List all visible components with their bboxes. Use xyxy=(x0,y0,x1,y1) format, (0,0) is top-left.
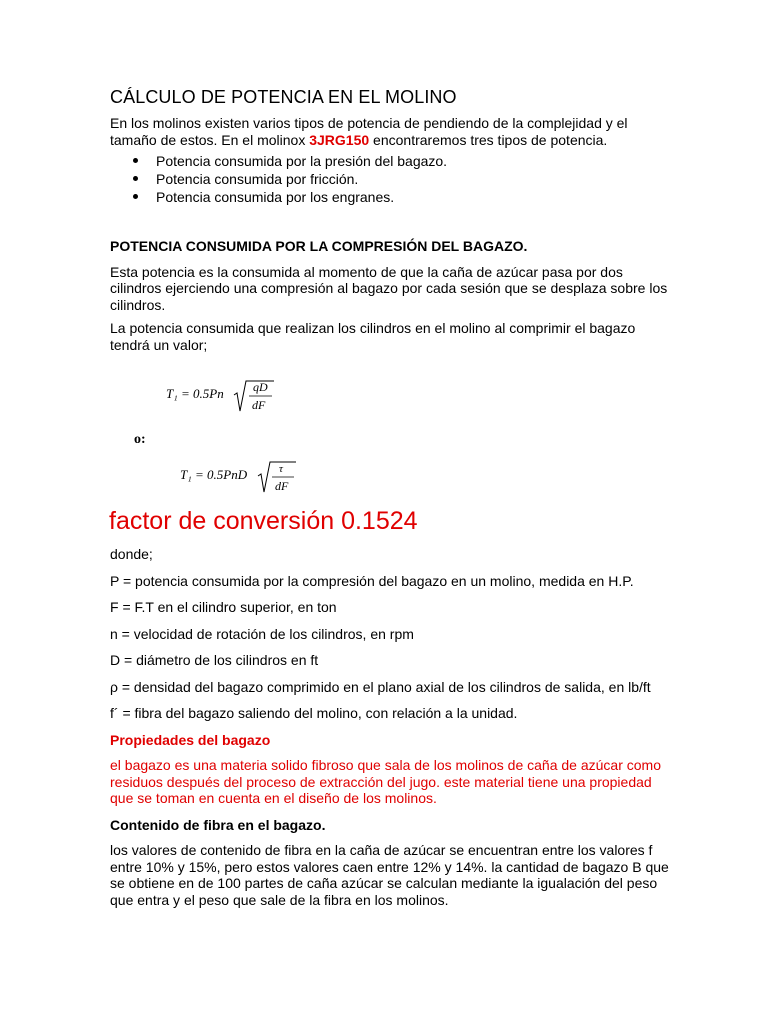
fiber-paragraph: los valores de contenido de fibra en la caña de azúcar se encuentran entre los valores f entre 10% y 15%, pero estos valores caen entre 12% y 14%. la cantidad de bagazo B que se obtiene en de 100 partes de caña azúcar se calculan mediante la igualación del peso que entra y el peso que sale de la fibra en los molinos. xyxy=(110,842,669,908)
definition-item: f´ = fibra del bagazo saliendo del molino, con relación a la unidad. xyxy=(110,705,518,721)
svg-text:dF: dF xyxy=(275,479,289,493)
compression-paragraph: Esta potencia es la consumida al momento de que la caña de azúcar pasa por dos cilindros ejerciendo una compresión al bagazo por cada sesión que se desplaza sobre los cilindros. xyxy=(110,263,668,313)
bullet-icon xyxy=(133,194,138,199)
list-item: Potencia consumida por los engranes. xyxy=(110,189,670,207)
svg-text:T₁ = 0.5Pn: T₁ = 0.5Pn xyxy=(166,386,224,401)
or-label: o: xyxy=(134,432,146,447)
intro-text-part2: encontraremos tres tipos de potencia. xyxy=(369,131,608,148)
document-content xyxy=(110,86,670,908)
formula-1 xyxy=(166,377,296,415)
model-highlight: 3JRG150 xyxy=(309,131,370,148)
properties-heading: Propiedades del bagazo xyxy=(110,731,271,748)
conversion-factor-heading: factor de conversión 0.1524 xyxy=(109,507,418,535)
page-title: CÁLCULO DE POTENCIA EN EL MOLINO xyxy=(110,87,457,107)
formula-area xyxy=(110,358,670,506)
intro-paragraph xyxy=(110,115,670,148)
intro-text-part1: En los molinos existen varios tipos de potencia de pendiendo de la complejidad y el tamaño de estos. En el molinox xyxy=(110,115,628,148)
list-item: Potencia consumida por fricción. xyxy=(110,171,670,189)
fiber-heading: Contenido de fibra en el bagazo. xyxy=(110,816,326,833)
definition-item: n = velocidad de rotación de los cilindros, en rpm xyxy=(110,625,414,642)
formula-2 xyxy=(180,458,320,496)
power-types-list xyxy=(110,153,670,207)
properties-paragraph: el bagazo es una materia solido fibroso que sala de los molinos de caña de azúcar como residuos después del proceso de extracción del jugo. este material tiene una propiedad que se toman en cuenta en el diseño de los molinos. xyxy=(110,757,661,806)
svg-text:τ: τ xyxy=(279,463,283,475)
svg-text:qD: qD xyxy=(253,380,268,394)
definition-item: D = diámetro de los cilindros en ft xyxy=(110,652,319,668)
definition-item: ρ = densidad del bagazo comprimido en el plano axial de los cilindros de salida, en lb/ft xyxy=(110,678,651,695)
donde-label: donde; xyxy=(110,546,153,562)
svg-text:T₁ = 0.5PnD: T₁ = 0.5PnD xyxy=(180,467,248,482)
formula-intro-paragraph: La potencia consumida que realizan los cilindros en el molino al comprimir el bagazo tendrá un valor; xyxy=(110,320,636,353)
definition-item: F = F.T en el cilindro superior, en ton xyxy=(110,599,337,615)
list-item: Potencia consumida por la presión del bagazo. xyxy=(110,153,670,171)
bullet-icon xyxy=(133,176,138,181)
definition-item: P = potencia consumida por la compresión del bagazo en un molino, medida en H.P. xyxy=(110,572,634,589)
svg-text:dF: dF xyxy=(252,398,266,412)
bullet-icon xyxy=(133,158,138,163)
section-heading: POTENCIA CONSUMIDA POR LA COMPRESIÓN DEL BAGAZO. xyxy=(110,238,528,254)
